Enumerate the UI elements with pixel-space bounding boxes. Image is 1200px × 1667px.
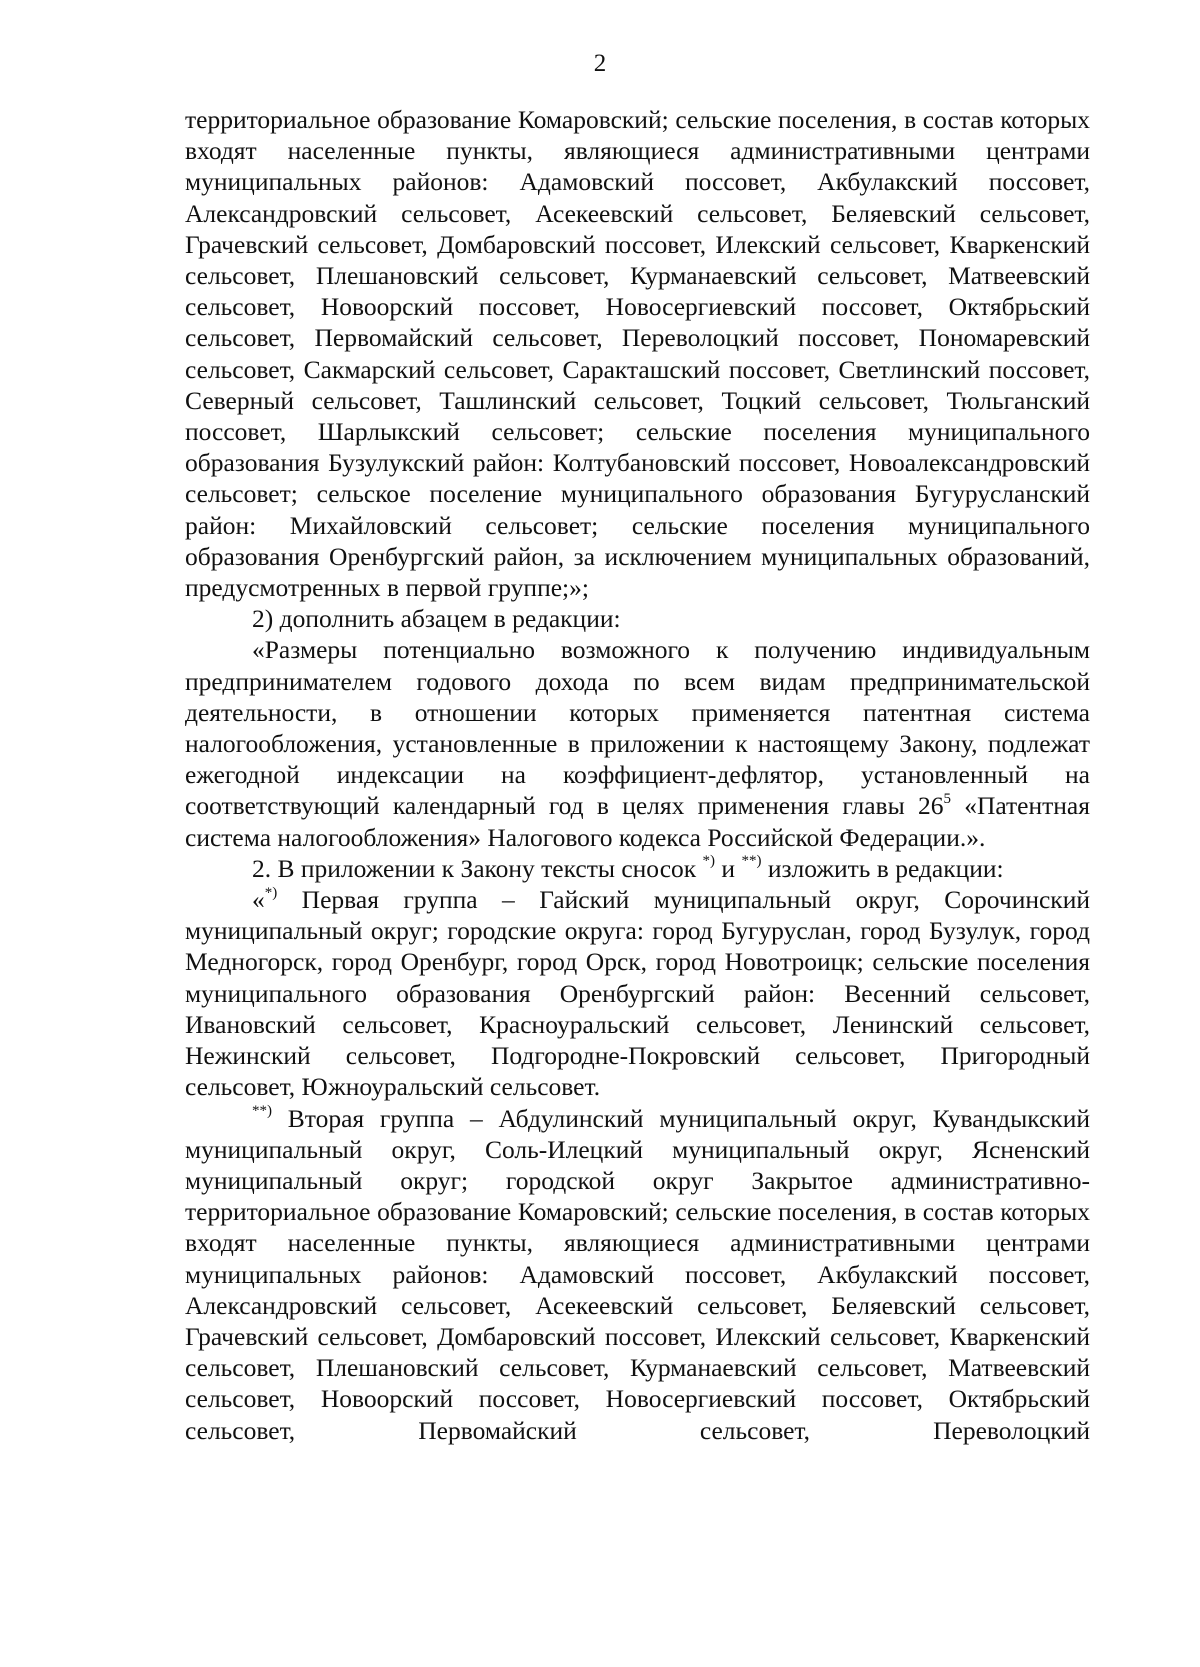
footnote-mark-1: *) [702, 853, 716, 870]
paragraph-appendix-footnotes [185, 853, 1090, 884]
indexation-text: «Размеры потенциально возможного к получению индивидуальным предпринимателем годового дохода по всем видам предпринимательской деятельности, в отношении которых применяется патентная система налогообложения, установленные в приложении к настоящему Закону, подлежат ежегодной индексации на коэффициент-дефлятор, установленный на соответствующий календарный год в целях применения главы 26 [185, 635, 1090, 821]
second-group-text: Вторая группа – Абдулинский муниципальный округ, Кувандыкский муниципальный округ, Соль-Илецкий муниципальный округ, Ясненский муниципальный округ; городской округ Закрытое административно-территориальное образование Комаровский; сельские поселения, в состав которых входят населенные пункты, являющиеся административными центрами муниципальных районов: Адамовский поссовет, Акбулакский поссовет, Александровский сельсовет, Асекеевский сельсовет, Беляевский сельсовет, Грачевский сельсовет, Домбаровский поссовет, Илекский сельсовет, Кваркенский сельсовет, Плешановский сельсовет, Курманаевский сельсовет, Матвеевский сельсовет, Новоорский поссовет, Новосергиевский поссовет, Октябрьский сельсовет, Первомайский сельсовет, Переволоцкий [185, 1103, 1090, 1445]
paragraph-first-group-continuation: территориальное образование Комаровский; сельские поселения, в состав которых входят населенные пункты, являющиеся административными центрами муниципальных районов: Адамовский поссовет, Акбулакский поссовет, Александровский сельсовет, Асекеевский сельсовет, Беляевский сельсовет, Грачевский сельсовет, Домбаровский поссовет, Илекский сельсовет, Кваркенский сельсовет, Плешановский сельсовет, Курманаевский сельсовет, Матвеевский сельсовет, Новоорский поссовет, Новосергиевский поссовет, Октябрьский сельсовет, Первомайский сельсовет, Переволоцкий поссовет, Пономаревский сельсовет, Сакмарский сельсовет, Саракташский поссовет, Светлинский поссовет, Северный сельсовет, Ташлинский сельсовет, Тоцкий сельсовет, Тюльганский поссовет, Шарлыкский сельсовет; сельские поселения муниципального образования Бузулукский район: Колтубановский поссовет, Новоалександровский сельсовет; сельское поселение муниципального образования Бугурусланский район: Михайловский сельсовет; сельские поселения муниципального образования Оренбургский район, за исключением муниципальных образований, предусмотренных в первой группе;»; [185, 105, 1090, 603]
footnote-mark-2: **) [741, 853, 762, 870]
paragraph-amendment-item-2: 2) дополнить абзацем в редакции: [252, 604, 621, 634]
footnote-mark-first-group: *) [264, 884, 278, 901]
indexation-tail: «Патентная система налогообложения» Налогового кодекса Российской Федерации.». [185, 791, 1090, 852]
open-quote: « [252, 885, 265, 915]
footnote-mark-second-group: **) [252, 1103, 272, 1119]
document-body [185, 104, 1090, 1446]
appendix-text-b: и [715, 853, 742, 883]
first-group-text: Первая группа – Гайский муниципальный округ, Сорочинский муниципальный округ; городские округа: город Бугуруслан, город Бузулук, город Медногорск, город Оренбург, город Орск, город Новотроицк; сельские поселения муниципального образования Оренбургский район: Весенний сельсовет, Ивановский сельсовет, Красноуральский сельсовет, Ленинский сельсовет, Нежинский сельсовет, Подгородне-Покровский сельсовет, Пригородный сельсовет, Южноуральский сельсовет. [185, 885, 1090, 1102]
paragraph-second-group [185, 1103, 1090, 1446]
page-number: 2 [593, 50, 607, 77]
paragraph-indexation-clause [185, 634, 1090, 852]
paragraph-first-group [185, 884, 1090, 1102]
appendix-text-a: 2. В приложении к Закону тексты сносок [252, 853, 703, 883]
appendix-text-c: изложить в редакции: [761, 853, 1004, 883]
chapter-superscript: 5 [943, 790, 951, 807]
